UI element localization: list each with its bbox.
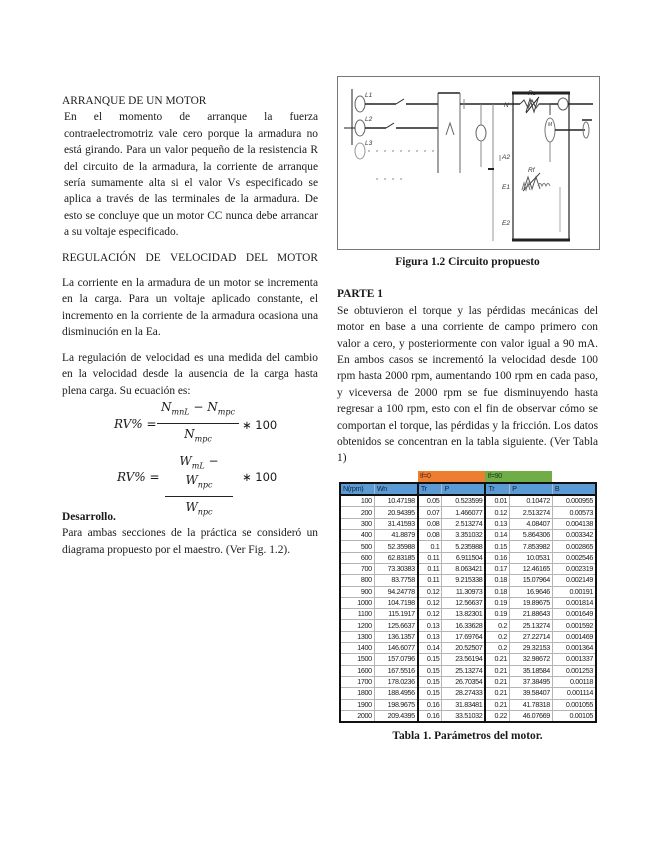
cell-wn: 125.6637: [374, 620, 418, 631]
cell-p-if0: 12.56637: [442, 597, 486, 608]
table-group-row: [340, 471, 596, 483]
right-column: [337, 76, 598, 745]
minus-sign: −: [193, 399, 204, 414]
cell-wn: 83.7758: [374, 575, 418, 586]
equation-numerator: [157, 399, 239, 423]
table-row: [340, 665, 596, 676]
label-rs: Rs: [528, 90, 536, 97]
cell-n: 500: [340, 541, 374, 552]
cell-p-if0: 0.523599: [442, 495, 486, 507]
label-m: M: [548, 122, 553, 128]
cell-tr-if0: 0.13: [418, 631, 442, 642]
cell-tr-if0: 0.15: [418, 654, 442, 665]
subscript: mnL: [171, 407, 190, 417]
cell-b: 0.001253: [552, 665, 596, 676]
cell-p-if0: 3.351032: [442, 530, 486, 541]
equation-fraction: [157, 399, 239, 448]
cell-p-if90: 35.18584: [510, 665, 553, 676]
cell-p-if90: 37.38495: [510, 676, 553, 687]
table-row: [340, 609, 596, 620]
cell-p-if90: 0.10472: [510, 495, 553, 507]
paragraph-arranque: En el momento de arranque la fuerza contraelectromotriz vale cero porque la armadura no está girando. Para un valor pequeño de la resistencia R del circuito de la armadura, la corriente de arranque sería sumamente alta si el valor Vs especificado se aplica a través de las terminales de la armadura. De esto se concluye que un motor CC nunca debe arrancar a su voltaje especificado.: [64, 111, 318, 239]
cell-b: 0.001337: [552, 654, 596, 665]
cell-tr-if0: 0.13: [418, 620, 442, 631]
cell-wn: 198.9675: [374, 699, 418, 710]
cell-b: 0.00191: [552, 586, 596, 597]
equation-fraction: [165, 453, 233, 520]
cell-p-if90: 10.0531: [510, 552, 553, 563]
cell-b: 0.002319: [552, 563, 596, 574]
table-row: [340, 507, 596, 518]
label-rf: Rf: [528, 167, 535, 174]
empty-cell: [552, 471, 596, 483]
section-heading-regulacion: REGULACIÓN DE VELOCIDAD DEL MOTOR: [62, 251, 318, 264]
table-row: [340, 676, 596, 687]
table-row: [340, 699, 596, 710]
motor-parameters-table: [339, 471, 597, 723]
cell-tr-if90: 0.21: [485, 699, 509, 710]
cell-n: 1900: [340, 699, 374, 710]
column-header-p-if0: P: [442, 483, 486, 495]
cell-p-if90: 7.853982: [510, 541, 553, 552]
cell-wn: 188.4956: [374, 688, 418, 699]
subscript: mpc: [217, 407, 235, 417]
left-column: [62, 93, 318, 558]
cell-tr-if90: 0.21: [485, 665, 509, 676]
label-l2: L2: [365, 116, 373, 123]
cell-n: 1600: [340, 665, 374, 676]
cell-wn: 41.8879: [374, 530, 418, 541]
cell-tr-if0: 0.11: [418, 563, 442, 574]
cell-tr-if0: 0.15: [418, 676, 442, 687]
table-row: [340, 597, 596, 608]
equation-lhs: RV% =: [114, 416, 157, 431]
cell-tr-if0: 0.12: [418, 586, 442, 597]
cell-n: 1300: [340, 631, 374, 642]
cell-tr-if0: 0.14: [418, 643, 442, 654]
cell-tr-if90: 0.18: [485, 586, 509, 597]
cell-wn: 94.24778: [374, 586, 418, 597]
cell-tr-if90: 0.12: [485, 507, 509, 518]
table-row: [340, 643, 596, 654]
column-header-n: N(rpm): [340, 483, 374, 495]
cell-n: 100: [340, 495, 374, 507]
cell-tr-if0: 0.08: [418, 518, 442, 529]
cell-tr-if0: 0.15: [418, 665, 442, 676]
paragraph-regulacion-velocidad: La regulación de velocidad es una medida del cambio en la velocidad desde la ausencia de la carga hasta plena carga. Su ecuación es:: [62, 351, 318, 397]
paragraph-corriente-armadura: La corriente en la armadura de un motor se incrementa en la carga. Para un voltaje aplicado constante, el incremento en la corriente de la armadura ocasiona una disminución en la Ea.: [62, 277, 318, 339]
equation-multiplier: ∗ 100: [242, 417, 278, 432]
cell-tr-if90: 0.18: [485, 575, 509, 586]
cell-p-if0: 33.51032: [442, 710, 486, 722]
cell-p-if0: 28.27433: [442, 688, 486, 699]
subscript: mpc: [194, 434, 212, 444]
cell-b: 0.002149: [552, 575, 596, 586]
circuit-figure: [337, 76, 600, 250]
subscript: mL: [191, 461, 205, 471]
cell-p-if90: 16.9646: [510, 586, 553, 597]
cell-tr-if90: 0.16: [485, 552, 509, 563]
cell-tr-if90: 0.15: [485, 541, 509, 552]
cell-p-if90: 46.07669: [510, 710, 553, 722]
cell-p-if0: 8.063421: [442, 563, 486, 574]
column-header-p-if90: P: [510, 483, 553, 495]
table-row: [340, 563, 596, 574]
cell-p-if90: 25.13274: [510, 620, 553, 631]
table-row: [340, 631, 596, 642]
group-label-if0: If=0: [418, 471, 486, 483]
table-row: [340, 518, 596, 529]
table-row: [340, 688, 596, 699]
table-row: [340, 620, 596, 631]
table-row: [340, 495, 596, 507]
cell-tr-if90: 0.14: [485, 530, 509, 541]
cell-tr-if90: 0.01: [485, 495, 509, 507]
cell-wn: 167.5516: [374, 665, 418, 676]
equation-denominator: [157, 424, 239, 448]
cell-tr-if0: 0.05: [418, 495, 442, 507]
label-e1: E1: [502, 184, 510, 191]
equation-speed-regulation-n: [62, 399, 318, 449]
cell-tr-if0: 0.16: [418, 699, 442, 710]
equation-numerator-line2: [165, 472, 233, 496]
label-l1: L1: [365, 92, 373, 99]
cell-wn: 20.94395: [374, 507, 418, 518]
cell-tr-if0: 0.16: [418, 710, 442, 722]
cell-b: 0.000955: [552, 495, 596, 507]
cell-p-if90: 15.07964: [510, 575, 553, 586]
cell-p-if90: 5.864306: [510, 530, 553, 541]
cell-n: 700: [340, 563, 374, 574]
cell-n: 300: [340, 518, 374, 529]
cell-n: 1200: [340, 620, 374, 631]
section-heading-parte-1: PARTE 1: [337, 288, 383, 301]
subscript: npc: [197, 506, 213, 516]
table-header-row: [340, 483, 596, 495]
var-w: W: [185, 472, 198, 487]
cell-p-if0: 16.33628: [442, 620, 486, 631]
cell-tr-if0: 0.11: [418, 575, 442, 586]
cell-p-if0: 5.235988: [442, 541, 486, 552]
cell-b: 0.00118: [552, 676, 596, 687]
table-row: [340, 575, 596, 586]
cell-n: 900: [340, 586, 374, 597]
cell-tr-if90: 0.13: [485, 518, 509, 529]
cell-tr-if90: 0.21: [485, 654, 509, 665]
cell-tr-if90: 0.21: [485, 688, 509, 699]
column-header-b: B: [552, 483, 596, 495]
cell-wn: 157.0796: [374, 654, 418, 665]
empty-cell: [340, 471, 374, 483]
cell-n: 1100: [340, 609, 374, 620]
cell-b: 0.001055: [552, 699, 596, 710]
cell-p-if0: 20.52507: [442, 643, 486, 654]
cell-tr-if90: 0.21: [485, 676, 509, 687]
cell-tr-if90: 0.2: [485, 643, 509, 654]
cell-n: 1000: [340, 597, 374, 608]
var-n: N: [161, 399, 172, 414]
cell-n: 400: [340, 530, 374, 541]
cell-n: 1500: [340, 654, 374, 665]
cell-wn: 115.1917: [374, 609, 418, 620]
cell-p-if0: 6.911504: [442, 552, 486, 563]
paragraph-desarrollo: Para ambas secciones de la práctica se consideró un diagrama propuesto por el maestro. (Ver Fig. 1.2).: [62, 527, 318, 556]
cell-b: 0.00573: [552, 507, 596, 518]
cell-wn: 178.0236: [374, 676, 418, 687]
cell-tr-if0: 0.15: [418, 688, 442, 699]
table-row: [340, 654, 596, 665]
empty-cell: [374, 471, 418, 483]
column-header-tr-if90: Tr: [485, 483, 509, 495]
cell-p-if0: 9.215338: [442, 575, 486, 586]
equation-multiplier: ∗ 100: [242, 469, 278, 484]
cell-b: 0.002546: [552, 552, 596, 563]
cell-n: 1400: [340, 643, 374, 654]
cell-tr-if0: 0.11: [418, 552, 442, 563]
inductor-icon: [538, 184, 550, 187]
column-header-tr-if0: Tr: [418, 483, 442, 495]
table-row: [340, 552, 596, 563]
label-e2: E2: [502, 220, 510, 227]
cell-p-if90: 4.08407: [510, 518, 553, 529]
cell-p-if90: 2.513274: [510, 507, 553, 518]
cell-p-if0: 23.56194: [442, 654, 486, 665]
table-row: [340, 541, 596, 552]
cell-n: 2000: [340, 710, 374, 722]
cell-b: 0.001114: [552, 688, 596, 699]
cell-tr-if0: 0.12: [418, 597, 442, 608]
cell-wn: 73.30383: [374, 563, 418, 574]
cell-p-if0: 17.69764: [442, 631, 486, 642]
cell-p-if90: 32.98672: [510, 654, 553, 665]
cell-p-if90: 39.58407: [510, 688, 553, 699]
table-caption: Tabla 1. Parámetros del motor.: [392, 730, 543, 743]
cell-p-if90: 12.46165: [510, 563, 553, 574]
equation-speed-regulation-w: [62, 453, 318, 516]
cell-tr-if90: 0.2: [485, 631, 509, 642]
label-l3: L3: [365, 140, 373, 147]
cell-b: 0.004138: [552, 518, 596, 529]
paragraph-parte-1: Se obtuvieron el torque y las pérdidas mecánicas del motor en base a una corriente de campo primero con valor a cero, y posteriormente con valor igual a 90 mA. En ambos casos se incrementó la velocidad desde 100 rpm hasta 2000 rpm, aumentando 100 rpm en cada paso, y viceversa de 2000 rpm se fue disminuyendo hasta regresar a 100 rpm, esto con el fin de observar cómo se comportan el torque, las pérdidas y la fricción. Los datos obtenidos se concentran en la tabla siguiente. (Ver Tabla 1): [337, 304, 598, 465]
cell-p-if0: 2.513274: [442, 518, 486, 529]
var-n: N: [184, 426, 195, 441]
cell-tr-if0: 0.1: [418, 541, 442, 552]
cell-tr-if90: 0.17: [485, 563, 509, 574]
cell-wn: 209.4395: [374, 710, 418, 722]
var-w: W: [185, 499, 198, 514]
table-row: [340, 586, 596, 597]
section-heading-desarrollo: Desarrollo.: [62, 510, 116, 523]
equation-lhs: RV% =: [117, 469, 160, 484]
cell-b: 0.001364: [552, 643, 596, 654]
cell-b: 0.001592: [552, 620, 596, 631]
cell-wn: 10.47198: [374, 495, 418, 507]
table-row: [340, 530, 596, 541]
equation-denominator: [165, 497, 233, 521]
cell-tr-if90: 0.22: [485, 710, 509, 722]
cell-wn: 104.7198: [374, 597, 418, 608]
cell-tr-if90: 0.19: [485, 597, 509, 608]
group-label-if90: If=90: [485, 471, 552, 483]
column-header-wn: Wn: [374, 483, 418, 495]
cell-b: 0.002865: [552, 541, 596, 552]
cell-n: 1700: [340, 676, 374, 687]
cell-p-if0: 13.82301: [442, 609, 486, 620]
subscript: npc: [197, 480, 213, 490]
figure-caption: Figura 1.2 Circuito propuesto: [395, 256, 540, 268]
section-heading-arranque: ARRANQUE DE UN MOTOR: [62, 95, 207, 107]
cell-wn: 31.41593: [374, 518, 418, 529]
cell-p-if90: 19.89675: [510, 597, 553, 608]
table-row: [340, 710, 596, 722]
var-n: N: [207, 399, 218, 414]
cell-b: 0.003342: [552, 530, 596, 541]
cell-p-if0: 1.466077: [442, 507, 486, 518]
cell-p-if90: 41.78318: [510, 699, 553, 710]
cell-tr-if0: 0.08: [418, 530, 442, 541]
cell-wn: 136.1357: [374, 631, 418, 642]
cell-b: 0.001814: [552, 597, 596, 608]
cell-p-if90: 29.32153: [510, 643, 553, 654]
cell-wn: 62.83185: [374, 552, 418, 563]
motor-terminal-box: [338, 77, 599, 249]
cell-n: 800: [340, 575, 374, 586]
cell-b: 0.001649: [552, 609, 596, 620]
cell-p-if0: 31.83481: [442, 699, 486, 710]
cell-p-if90: 21.88643: [510, 609, 553, 620]
cell-tr-if90: 0.2: [485, 620, 509, 631]
cell-p-if0: 11.30973: [442, 586, 486, 597]
label-a2: A2: [502, 154, 510, 161]
cell-p-if90: 27.22714: [510, 631, 553, 642]
cell-tr-if90: 0.19: [485, 609, 509, 620]
series-field-icon: [520, 100, 550, 115]
cell-b: 0.00105: [552, 710, 596, 722]
cell-n: 600: [340, 552, 374, 563]
cell-p-if0: 25.13274: [442, 665, 486, 676]
cell-wn: 52.35988: [374, 541, 418, 552]
cell-wn: 146.6077: [374, 643, 418, 654]
shunt-field-icon: [522, 183, 530, 190]
cell-tr-if0: 0.07: [418, 507, 442, 518]
minus-sign: −: [208, 453, 219, 468]
cell-n: 1800: [340, 688, 374, 699]
label-n: N: [504, 102, 509, 109]
var-w: W: [179, 453, 192, 468]
cell-tr-if0: 0.12: [418, 609, 442, 620]
cell-p-if0: 26.70354: [442, 676, 486, 687]
cell-n: 200: [340, 507, 374, 518]
cell-b: 0.001469: [552, 631, 596, 642]
